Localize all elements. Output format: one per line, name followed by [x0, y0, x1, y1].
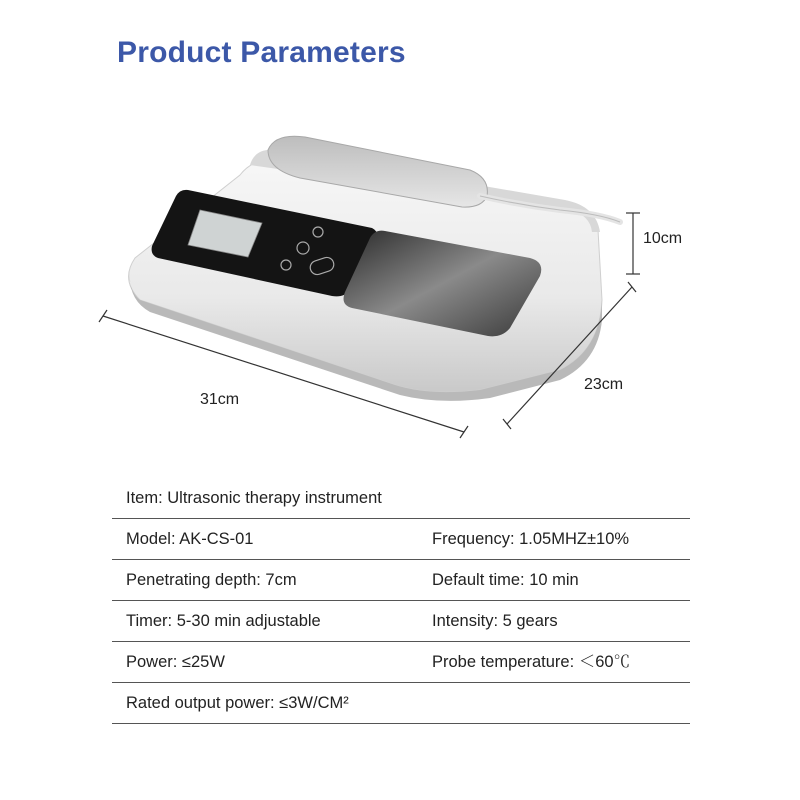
spec-probe-temperature: Probe temperature: ＜60℃: [432, 653, 631, 671]
spec-rated-output-power: Rated output power: ≤3W/CM²: [126, 694, 349, 712]
spec-row: [112, 519, 690, 560]
spec-row: [112, 478, 690, 519]
spec-frequency: Frequency: 1.05MHZ±10%: [432, 530, 630, 548]
spec-timer: Timer: 5-30 min adjustable: [126, 612, 321, 630]
spec-row: [112, 601, 690, 642]
spec-penetrating-depth: Penetrating depth: 7cm: [126, 571, 297, 589]
spec-row: [112, 683, 690, 724]
spec-row: [112, 560, 690, 601]
dimension-height-label: 10cm: [643, 230, 683, 247]
page-title: Product Parameters: [117, 36, 406, 69]
specs-table: [112, 478, 690, 724]
spec-power: Power: ≤25W: [126, 653, 225, 671]
spec-item: Item: Ultrasonic therapy instrument: [126, 489, 382, 507]
spec-row: [112, 642, 690, 683]
dimension-length-label: 31cm: [200, 391, 240, 408]
dimension-width-label: 23cm: [584, 376, 624, 393]
spec-model: Model: AK-CS-01: [126, 530, 254, 548]
spec-intensity: Intensity: 5 gears: [432, 612, 558, 630]
spec-default-time: Default time: 10 min: [432, 571, 579, 589]
